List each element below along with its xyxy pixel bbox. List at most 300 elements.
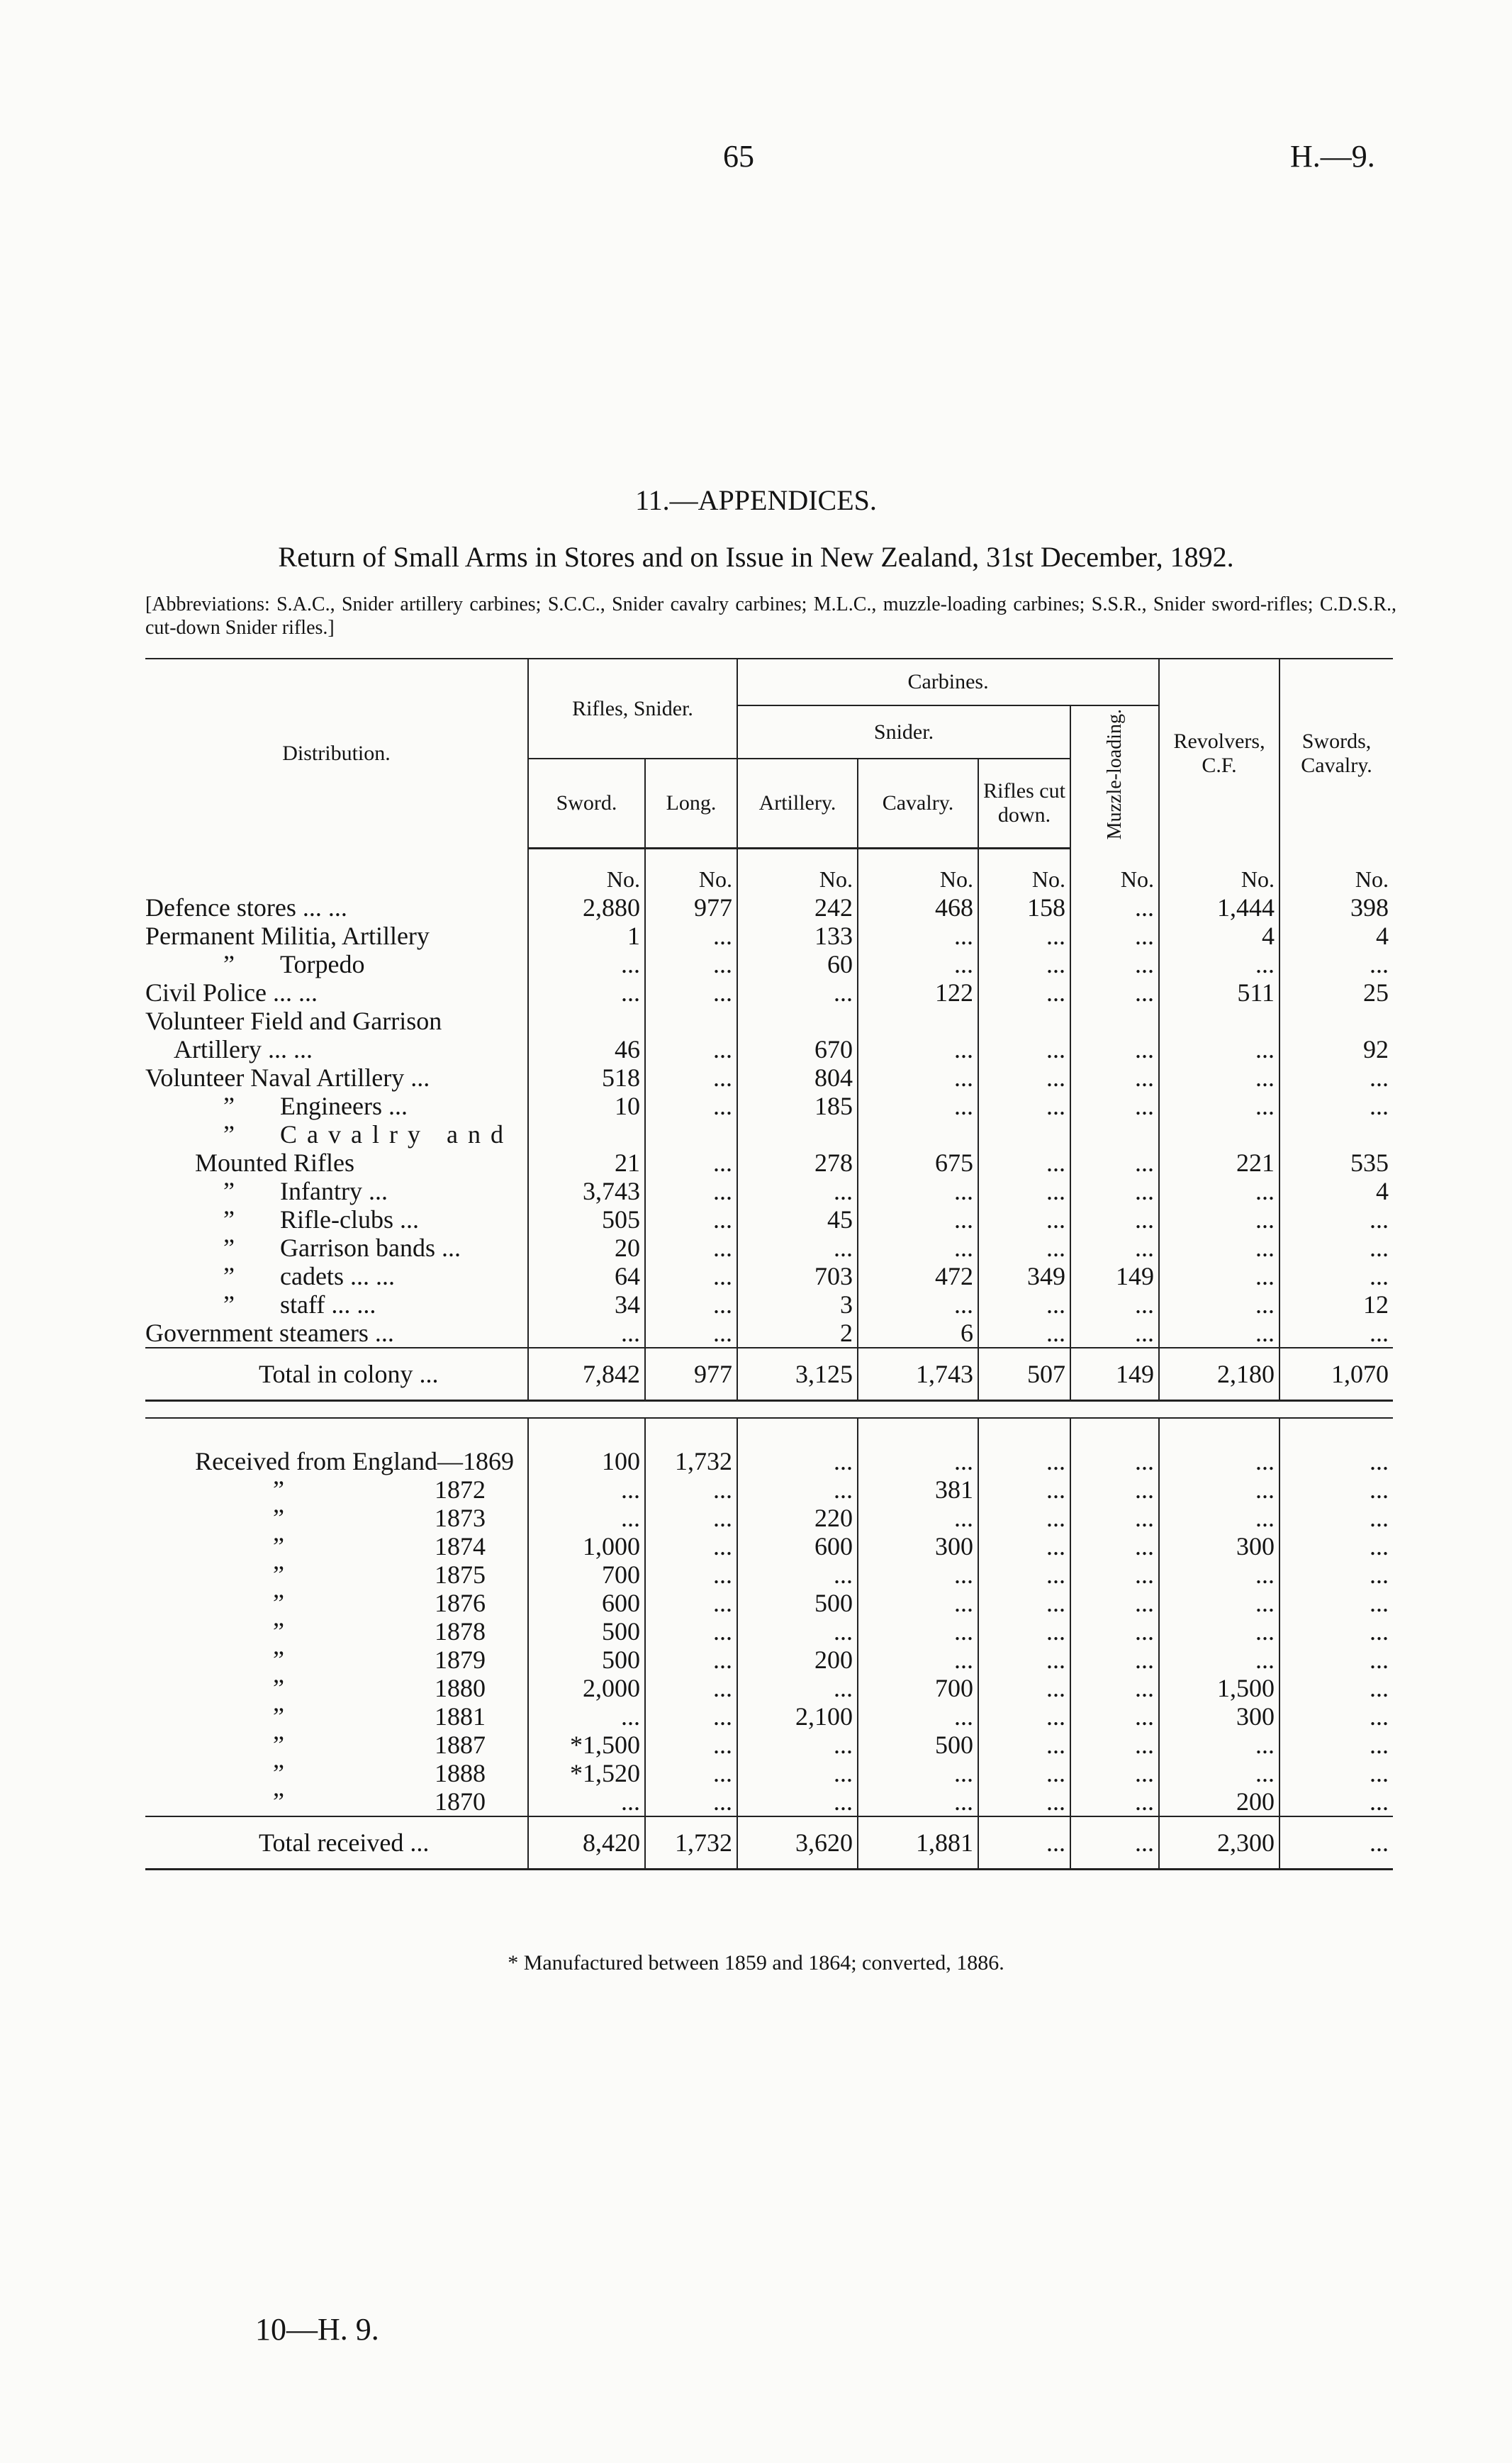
document-reference: H.—9.: [1290, 139, 1375, 174]
table-row: [145, 1092, 1393, 1120]
table-header: [145, 659, 1393, 848]
value-cell: 2: [737, 1319, 858, 1348]
value-cell: 2,100: [737, 1702, 858, 1731]
row-label-text: Garrison bands ...: [280, 1233, 461, 1262]
value-cell: ...: [645, 1319, 737, 1348]
value-cell: 10: [528, 1092, 645, 1120]
year-text: 1875: [435, 1560, 486, 1589]
ditto-mark: ”: [223, 1176, 235, 1205]
year-text: 1874: [435, 1531, 486, 1560]
value-cell: ...: [645, 1759, 737, 1787]
year-text: 1880: [435, 1673, 486, 1702]
value-cell: ...: [645, 1674, 737, 1702]
value-cell: 977: [645, 1348, 737, 1401]
value-cell: 468: [858, 893, 978, 922]
table-row: [145, 1007, 1393, 1035]
table-row: [145, 1035, 1393, 1063]
header-muzzle-loading: Muzzle-loading.: [1103, 709, 1126, 840]
table-row: [145, 1589, 1393, 1617]
value-cell: ...: [1159, 1290, 1279, 1319]
value-cell: ...: [1159, 1177, 1279, 1205]
value-cell: ...: [645, 1475, 737, 1504]
ditto-mark: ”: [273, 1673, 284, 1702]
value-cell: 220: [737, 1504, 858, 1532]
table-row: [145, 893, 1393, 922]
header-carbines: Carbines.: [737, 659, 1159, 705]
value-cell: 472: [858, 1262, 978, 1290]
value-cell: 4: [1279, 922, 1393, 950]
value-cell: ...: [1159, 1063, 1279, 1092]
footer-reference: 10—H. 9.: [255, 2312, 379, 2347]
value-cell: ...: [1279, 1787, 1393, 1816]
value-cell: ...: [1279, 1759, 1393, 1787]
value-cell: ...: [1279, 1063, 1393, 1092]
value-cell: ...: [737, 1475, 858, 1504]
value-cell: ...: [645, 1617, 737, 1646]
value-cell: ...: [978, 1475, 1070, 1504]
value-cell: 1,070: [1279, 1348, 1393, 1401]
value-cell: [1070, 1120, 1159, 1149]
value-cell: [1159, 1007, 1279, 1035]
value-cell: 511: [1159, 978, 1279, 1007]
ditto-mark: ”: [273, 1616, 284, 1646]
row-label-text: cadets ... ...: [280, 1261, 395, 1290]
value-cell: 8,420: [528, 1816, 645, 1870]
row-label-text: staff ... ...: [280, 1290, 376, 1319]
table-row: [145, 1063, 1393, 1092]
value-cell: ...: [978, 1759, 1070, 1787]
value-cell: ...: [858, 1787, 978, 1816]
value-cell: ...: [645, 1149, 737, 1177]
spacer-cell: [645, 848, 737, 865]
value-cell: ...: [1279, 1589, 1393, 1617]
row-label: [145, 978, 528, 1007]
value-cell: ...: [978, 1504, 1070, 1532]
row-label-text: Mounted Rifles: [195, 1148, 354, 1177]
value-cell: ...: [1279, 1504, 1393, 1532]
row-label: [145, 1702, 528, 1731]
value-cell: ...: [1159, 1646, 1279, 1674]
value-cell: ...: [1070, 1035, 1159, 1063]
total-colony-label: Total in colony ...: [145, 1348, 528, 1401]
value-cell: ...: [1070, 922, 1159, 950]
value-cell: ...: [978, 1532, 1070, 1560]
value-cell: ...: [1279, 1205, 1393, 1234]
spacer-cell: [1279, 848, 1393, 865]
row-label-text: Volunteer Field and Garrison: [145, 1006, 442, 1035]
value-cell: ...: [1070, 1674, 1159, 1702]
value-cell: ...: [1279, 1674, 1393, 1702]
row-label: [145, 1504, 528, 1532]
value-cell: ...: [858, 1759, 978, 1787]
table-row: [145, 1702, 1393, 1731]
value-cell: 507: [978, 1348, 1070, 1401]
row-label: [145, 1560, 528, 1589]
value-cell: 3,125: [737, 1348, 858, 1401]
ditto-mark: ”: [273, 1645, 284, 1674]
value-cell: 2,000: [528, 1674, 645, 1702]
value-cell: ...: [645, 1092, 737, 1120]
value-cell: 21: [528, 1149, 645, 1177]
value-cell: ...: [1070, 1475, 1159, 1504]
value-cell: ...: [645, 950, 737, 978]
value-cell: 92: [1279, 1035, 1393, 1063]
value-cell: ...: [1159, 1234, 1279, 1262]
value-cell: ...: [858, 950, 978, 978]
value-cell: ...: [1070, 950, 1159, 978]
value-cell: 518: [528, 1063, 645, 1092]
table-row: [145, 1560, 1393, 1589]
value-cell: ...: [978, 1787, 1070, 1816]
value-cell: ...: [737, 1674, 858, 1702]
row-label-text: Volunteer Naval Artillery ...: [145, 1063, 430, 1092]
value-cell: ...: [1279, 1319, 1393, 1348]
header-muzzle-loading-cell: [1070, 705, 1159, 848]
value-cell: 4: [1159, 922, 1279, 950]
value-cell: ...: [1279, 1646, 1393, 1674]
value-cell: ...: [858, 1234, 978, 1262]
header-revolvers: Revolvers, C.F.: [1159, 659, 1279, 848]
value-cell: 242: [737, 893, 858, 922]
value-cell: ...: [978, 1290, 1070, 1319]
value-cell: ...: [1070, 1149, 1159, 1177]
year-text: 1888: [435, 1758, 486, 1787]
ditto-mark: ”: [273, 1702, 284, 1731]
value-cell: ...: [978, 1731, 1070, 1759]
ditto-mark: ”: [273, 1787, 284, 1816]
value-cell: No.: [1070, 865, 1159, 893]
page-number: 65: [723, 139, 754, 174]
value-cell: ...: [858, 1504, 978, 1532]
row-label-text: Cavalry and: [280, 1119, 513, 1149]
row-label: [145, 1290, 528, 1319]
value-cell: 600: [528, 1589, 645, 1617]
value-cell: 60: [737, 950, 858, 978]
value-cell: ...: [737, 1759, 858, 1787]
ditto-mark: ”: [223, 1091, 235, 1120]
year-text: 1873: [435, 1503, 486, 1532]
value-cell: ...: [645, 1035, 737, 1063]
value-cell: ...: [1070, 1731, 1159, 1759]
value-cell: 7,842: [528, 1348, 645, 1401]
row-label-text: Engineers ...: [280, 1091, 408, 1120]
value-cell: [978, 1120, 1070, 1149]
value-cell: No.: [978, 865, 1070, 893]
row-label: [145, 1120, 528, 1149]
value-cell: ...: [737, 1234, 858, 1262]
value-cell: 500: [528, 1646, 645, 1674]
value-cell: 3,743: [528, 1177, 645, 1205]
value-cell: 381: [858, 1475, 978, 1504]
row-label-text: Torpedo: [280, 949, 365, 978]
value-cell: ...: [1070, 1205, 1159, 1234]
table-row: [145, 1475, 1393, 1504]
value-cell: ...: [645, 1290, 737, 1319]
row-label: [145, 1731, 528, 1759]
value-cell: ...: [978, 1177, 1070, 1205]
value-cell: 1,743: [858, 1348, 978, 1401]
units-label-cell: [145, 865, 528, 893]
value-cell: 700: [858, 1674, 978, 1702]
value-cell: ...: [645, 1702, 737, 1731]
value-cell: [737, 1120, 858, 1149]
value-cell: 133: [737, 922, 858, 950]
value-cell: 200: [737, 1646, 858, 1674]
year-text: 1878: [435, 1616, 486, 1646]
value-cell: 122: [858, 978, 978, 1007]
value-cell: 34: [528, 1290, 645, 1319]
value-cell: ...: [1070, 1759, 1159, 1787]
row-label: [145, 1589, 528, 1617]
value-cell: ...: [1070, 1816, 1159, 1870]
value-cell: 1,500: [1159, 1674, 1279, 1702]
table-row: [145, 1504, 1393, 1532]
value-cell: 2,300: [1159, 1816, 1279, 1870]
value-cell: ...: [645, 1234, 737, 1262]
value-cell: 670: [737, 1035, 858, 1063]
value-cell: ...: [1279, 1560, 1393, 1589]
spacer-cell: [1070, 848, 1159, 865]
table-row: [145, 1447, 1393, 1475]
value-cell: [528, 1120, 645, 1149]
row-label: [145, 1787, 528, 1816]
header-snider: Snider.: [737, 705, 1070, 759]
table-row: [145, 1120, 1393, 1149]
value-cell: ...: [1159, 1262, 1279, 1290]
value-cell: 500: [528, 1617, 645, 1646]
value-cell: ...: [1279, 1475, 1393, 1504]
value-cell: ...: [1070, 1589, 1159, 1617]
value-cell: 300: [1159, 1702, 1279, 1731]
value-cell: 1,732: [645, 1447, 737, 1475]
value-cell: 45: [737, 1205, 858, 1234]
separator-row: [145, 1400, 1393, 1418]
value-cell: 278: [737, 1149, 858, 1177]
value-cell: ...: [528, 978, 645, 1007]
value-cell: No.: [737, 865, 858, 893]
value-cell: ...: [1070, 893, 1159, 922]
value-cell: 700: [528, 1560, 645, 1589]
ditto-mark: ”: [223, 1233, 235, 1262]
value-cell: 200: [1159, 1787, 1279, 1816]
row-label-text: Artillery ... ...: [174, 1034, 313, 1063]
value-cell: 185: [737, 1092, 858, 1120]
table-row: [145, 1646, 1393, 1674]
value-cell: ...: [1070, 1319, 1159, 1348]
value-cell: 1,444: [1159, 893, 1279, 922]
value-cell: ...: [1070, 1532, 1159, 1560]
table-row: [145, 922, 1393, 950]
ditto-mark: ”: [223, 1119, 235, 1149]
ditto-mark: ”: [223, 949, 235, 978]
header-sword: Sword.: [528, 759, 645, 848]
value-cell: ...: [1159, 1617, 1279, 1646]
header-long: Long.: [645, 759, 737, 848]
value-cell: ...: [528, 1787, 645, 1816]
value-cell: ...: [1070, 1447, 1159, 1475]
value-cell: ...: [978, 1319, 1070, 1348]
small-arms-table-container: [145, 658, 1393, 1870]
spacer-cell: [737, 1418, 858, 1447]
value-cell: *1,520: [528, 1759, 645, 1787]
row-label: [145, 1035, 528, 1063]
row-label: [145, 1674, 528, 1702]
value-cell: [1279, 1120, 1393, 1149]
row-label-text: Rifle-clubs ...: [280, 1205, 419, 1234]
table-row: [145, 1787, 1393, 1816]
value-cell: ...: [1070, 1560, 1159, 1589]
value-cell: ...: [978, 1702, 1070, 1731]
table-row: [145, 1290, 1393, 1319]
row-label: [145, 1447, 528, 1475]
value-cell: ...: [1070, 1646, 1159, 1674]
value-cell: ...: [978, 1035, 1070, 1063]
row-label: [145, 1532, 528, 1560]
value-cell: ...: [645, 1589, 737, 1617]
value-cell: ...: [1159, 1092, 1279, 1120]
value-cell: 6: [858, 1319, 978, 1348]
value-cell: ...: [1070, 1702, 1159, 1731]
value-cell: ...: [737, 1177, 858, 1205]
ditto-mark: ”: [273, 1560, 284, 1589]
value-cell: 1,881: [858, 1816, 978, 1870]
value-cell: 300: [858, 1532, 978, 1560]
year-text: 1876: [435, 1588, 486, 1617]
row-label: [145, 1007, 528, 1035]
value-cell: ...: [858, 1617, 978, 1646]
value-cell: [858, 1007, 978, 1035]
value-cell: 349: [978, 1262, 1070, 1290]
value-cell: 1,000: [528, 1532, 645, 1560]
value-cell: ...: [1070, 1234, 1159, 1262]
value-cell: ...: [858, 1092, 978, 1120]
value-cell: ...: [1159, 1589, 1279, 1617]
value-cell: ...: [645, 1262, 737, 1290]
value-cell: ...: [1070, 1504, 1159, 1532]
value-cell: 703: [737, 1262, 858, 1290]
value-cell: 149: [1070, 1262, 1159, 1290]
value-cell: 3,620: [737, 1816, 858, 1870]
ditto-mark: ”: [273, 1730, 284, 1759]
table-row: [145, 1759, 1393, 1787]
value-cell: ...: [978, 1589, 1070, 1617]
total-colony-row: [145, 1348, 1393, 1401]
year-text: 1881: [435, 1702, 486, 1731]
value-cell: ...: [528, 1319, 645, 1348]
ditto-mark: ”: [223, 1205, 235, 1234]
row-label: [145, 1617, 528, 1646]
spacer-cell: [145, 1418, 528, 1447]
header-cavalry: Cavalry.: [858, 759, 978, 848]
value-cell: ...: [858, 1035, 978, 1063]
value-cell: 600: [737, 1532, 858, 1560]
table-row: [145, 1319, 1393, 1348]
table-row: [145, 1177, 1393, 1205]
header-rifles-snider: Rifles, Snider.: [528, 659, 737, 759]
row-label-text: Permanent Militia, Artillery: [145, 921, 430, 950]
spacer-row: [145, 848, 1393, 865]
value-cell: ...: [1279, 950, 1393, 978]
total-received-label: Total received ...: [145, 1816, 528, 1870]
spacer-cell: [1159, 1418, 1279, 1447]
year-text: 1870: [435, 1787, 486, 1816]
spacer-cell: [858, 848, 978, 865]
value-cell: ...: [858, 1702, 978, 1731]
spacer-cell: [645, 1418, 737, 1447]
value-cell: ...: [737, 1447, 858, 1475]
value-cell: ...: [645, 922, 737, 950]
value-cell: 64: [528, 1262, 645, 1290]
value-cell: ...: [645, 1504, 737, 1532]
value-cell: ...: [858, 922, 978, 950]
value-cell: 500: [858, 1731, 978, 1759]
value-cell: ...: [1070, 978, 1159, 1007]
total-received-row: [145, 1816, 1393, 1870]
value-cell: ...: [1070, 1177, 1159, 1205]
value-cell: ...: [1070, 1092, 1159, 1120]
value-cell: ...: [645, 1177, 737, 1205]
value-cell: ...: [737, 1617, 858, 1646]
value-cell: 535: [1279, 1149, 1393, 1177]
ditto-mark: ”: [273, 1503, 284, 1532]
value-cell: 158: [978, 893, 1070, 922]
row-label: [145, 1319, 528, 1348]
spacer-cell: [528, 1418, 645, 1447]
value-cell: ...: [858, 1589, 978, 1617]
value-cell: ...: [1159, 1759, 1279, 1787]
table-row: [145, 950, 1393, 978]
value-cell: ...: [1159, 1319, 1279, 1348]
row-label: [145, 950, 528, 978]
table-row: [145, 1617, 1393, 1646]
value-cell: ...: [1279, 1234, 1393, 1262]
value-cell: [645, 1007, 737, 1035]
value-cell: No.: [1279, 865, 1393, 893]
value-cell: No.: [1159, 865, 1279, 893]
spacer-cell: [978, 848, 1070, 865]
value-cell: ...: [1159, 1205, 1279, 1234]
value-cell: ...: [978, 1447, 1070, 1475]
row-label: [145, 1234, 528, 1262]
value-cell: ...: [645, 1063, 737, 1092]
row-label: [145, 1262, 528, 1290]
distribution-body: [145, 848, 1393, 1869]
value-cell: 675: [858, 1149, 978, 1177]
ditto-mark: ”: [273, 1531, 284, 1560]
row-label-text: Received from England—1869: [195, 1446, 514, 1475]
value-cell: ...: [528, 1702, 645, 1731]
ditto-mark: ”: [223, 1290, 235, 1319]
value-cell: 12: [1279, 1290, 1393, 1319]
row-label: [145, 922, 528, 950]
value-cell: ...: [858, 1646, 978, 1674]
value-cell: 2,180: [1159, 1348, 1279, 1401]
value-cell: ...: [1159, 1731, 1279, 1759]
value-cell: ...: [737, 1560, 858, 1589]
value-cell: No.: [528, 865, 645, 893]
row-label: [145, 1759, 528, 1787]
header-distribution: Distribution.: [145, 659, 528, 848]
value-cell: ...: [737, 978, 858, 1007]
value-cell: No.: [645, 865, 737, 893]
header-swords-cavalry: Swords, Cavalry.: [1279, 659, 1393, 848]
row-label: [145, 893, 528, 922]
value-cell: ...: [645, 1560, 737, 1589]
value-cell: ...: [858, 1063, 978, 1092]
value-cell: ...: [858, 1205, 978, 1234]
value-cell: ...: [858, 1177, 978, 1205]
value-cell: ...: [1070, 1787, 1159, 1816]
